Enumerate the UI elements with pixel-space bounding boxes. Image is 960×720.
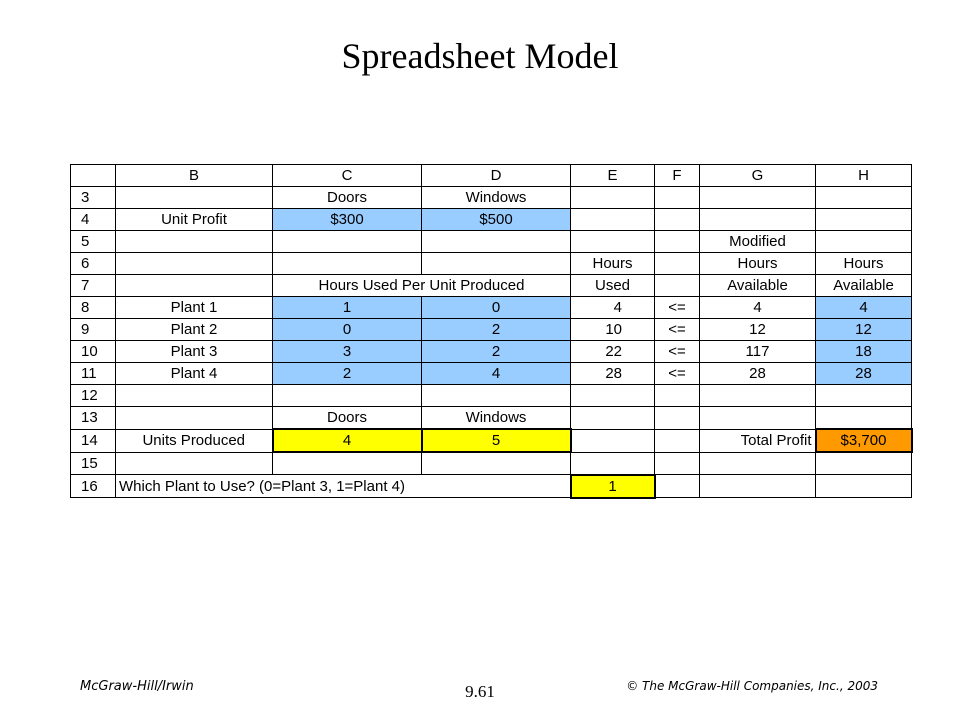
cell-h3[interactable] [816, 187, 912, 209]
column-header-h[interactable]: H [816, 165, 912, 187]
row-header-5[interactable]: 5 [71, 231, 116, 253]
cell-e4[interactable] [571, 209, 655, 231]
cell-e15[interactable] [571, 452, 655, 475]
cell-c8[interactable]: 1 [273, 297, 422, 319]
cell-d12[interactable] [422, 385, 571, 407]
cell-b6[interactable] [116, 253, 273, 275]
cell-g4[interactable] [700, 209, 816, 231]
cell-c13[interactable]: Doors [273, 407, 422, 430]
column-header-g[interactable]: G [700, 165, 816, 187]
row-7 [71, 275, 912, 297]
cell-c5[interactable] [273, 231, 422, 253]
cell-c4[interactable]: $300 [273, 209, 422, 231]
cell-e10[interactable]: 22 [571, 341, 655, 363]
footer-copyright: © The McGraw-Hill Companies, Inc., 2003 [626, 679, 878, 693]
row-header-6[interactable]: 6 [71, 253, 116, 275]
cell-b14[interactable]: Units Produced [116, 429, 273, 452]
cell-f3[interactable] [655, 187, 700, 209]
cell-d4[interactable]: $500 [422, 209, 571, 231]
cell-f7[interactable] [655, 275, 700, 297]
cell-f11[interactable]: <= [655, 363, 700, 385]
cell-f14[interactable] [655, 429, 700, 452]
cell-g11[interactable]: 28 [700, 363, 816, 385]
cell-e8[interactable]: 4 [571, 297, 655, 319]
row-9 [71, 319, 912, 341]
cell-g6[interactable]: Hours [700, 253, 816, 275]
cell-e9[interactable]: 10 [571, 319, 655, 341]
cell-e3[interactable] [571, 187, 655, 209]
cell-b10[interactable]: Plant 3 [116, 341, 273, 363]
cell-g7[interactable]: Available [700, 275, 816, 297]
cell-f12[interactable] [655, 385, 700, 407]
cell-h7[interactable]: Available [816, 275, 912, 297]
cell-d15[interactable] [422, 452, 571, 475]
cell-c7[interactable]: Hours Used Per Unit Produced [273, 275, 571, 297]
cell-b8[interactable]: Plant 1 [116, 297, 273, 319]
column-header-b[interactable]: B [116, 165, 273, 187]
cell-g14[interactable]: Total Profit [700, 429, 816, 452]
cell-f10[interactable]: <= [655, 341, 700, 363]
cell-e11[interactable]: 28 [571, 363, 655, 385]
cell-h16[interactable] [816, 475, 912, 498]
cell-h6[interactable]: Hours [816, 253, 912, 275]
cell-h4[interactable] [816, 209, 912, 231]
cell-f4[interactable] [655, 209, 700, 231]
row-header-10[interactable]: 10 [71, 341, 116, 363]
cell-g13[interactable] [700, 407, 816, 430]
cell-h15[interactable] [816, 452, 912, 475]
cell-g10[interactable]: 117 [700, 341, 816, 363]
cell-g8[interactable]: 4 [700, 297, 816, 319]
cell-c9[interactable]: 0 [273, 319, 422, 341]
column-header-f[interactable]: F [655, 165, 700, 187]
cell-f15[interactable] [655, 452, 700, 475]
cell-e7[interactable]: Used [571, 275, 655, 297]
cell-b5[interactable] [116, 231, 273, 253]
cell-d13[interactable]: Windows [422, 407, 571, 430]
cell-d9[interactable]: 2 [422, 319, 571, 341]
row-header-4[interactable]: 4 [71, 209, 116, 231]
cell-c10[interactable]: 3 [273, 341, 422, 363]
cell-e12[interactable] [571, 385, 655, 407]
cell-c15[interactable] [273, 452, 422, 475]
cell-d6[interactable] [422, 253, 571, 275]
cell-h14[interactable]: $3,700 [816, 429, 912, 452]
row-11 [71, 363, 912, 385]
row-6 [71, 253, 912, 275]
row-8 [71, 297, 912, 319]
cell-e6[interactable]: Hours [571, 253, 655, 275]
spreadsheet-grid [70, 164, 913, 499]
row-header-15[interactable]: 15 [71, 452, 116, 475]
cell-b3[interactable] [116, 187, 273, 209]
cell-g15[interactable] [700, 452, 816, 475]
footer-publisher: McGraw-Hill/Irwin [80, 679, 194, 694]
cell-h8[interactable]: 4 [816, 297, 912, 319]
row-5 [71, 231, 912, 253]
row-header-14[interactable]: 14 [71, 429, 116, 452]
row-3 [71, 187, 912, 209]
row-10 [71, 341, 912, 363]
cell-h13[interactable] [816, 407, 912, 430]
row-13 [71, 407, 912, 430]
cell-b11[interactable]: Plant 4 [116, 363, 273, 385]
cell-c14[interactable]: 4 [273, 429, 422, 452]
cell-g9[interactable]: 12 [700, 319, 816, 341]
cell-b15[interactable] [116, 452, 273, 475]
row-header-8[interactable]: 8 [71, 297, 116, 319]
cell-e16[interactable]: 1 [571, 475, 655, 498]
cell-f13[interactable] [655, 407, 700, 430]
cell-e14[interactable] [571, 429, 655, 452]
cell-f16[interactable] [655, 475, 700, 498]
cell-b13[interactable] [116, 407, 273, 430]
cell-d5[interactable] [422, 231, 571, 253]
cell-b7[interactable] [116, 275, 273, 297]
cell-d14[interactable]: 5 [422, 429, 571, 452]
row-header-16[interactable]: 16 [71, 475, 116, 498]
row-header-11[interactable]: 11 [71, 363, 116, 385]
cell-b4[interactable]: Unit Profit [116, 209, 273, 231]
cell-c6[interactable] [273, 253, 422, 275]
column-header-d[interactable]: D [422, 165, 571, 187]
column-header-e[interactable]: E [571, 165, 655, 187]
row-16 [71, 475, 912, 498]
cell-f8[interactable]: <= [655, 297, 700, 319]
cell-h10[interactable]: 18 [816, 341, 912, 363]
cell-d3[interactable]: Windows [422, 187, 571, 209]
slide-title: Spreadsheet Model [341, 36, 619, 76]
row-header-7[interactable]: 7 [71, 275, 116, 297]
cell-d8[interactable]: 0 [422, 297, 571, 319]
row-15 [71, 452, 912, 475]
cell-g3[interactable] [700, 187, 816, 209]
cell-f5[interactable] [655, 231, 700, 253]
cell-e13[interactable] [571, 407, 655, 430]
row-header-9[interactable]: 9 [71, 319, 116, 341]
cell-g12[interactable] [700, 385, 816, 407]
cell-c12[interactable] [273, 385, 422, 407]
corner-cell[interactable] [71, 165, 116, 187]
row-4 [71, 209, 912, 231]
cell-h5[interactable] [816, 231, 912, 253]
cell-c11[interactable]: 2 [273, 363, 422, 385]
footer-slide-number: 9.61 [465, 682, 495, 701]
row-header-3[interactable]: 3 [71, 187, 116, 209]
cell-f6[interactable] [655, 253, 700, 275]
column-header-c[interactable]: C [273, 165, 422, 187]
cell-g5[interactable]: Modified [700, 231, 816, 253]
row-14 [71, 429, 912, 452]
row-header-13[interactable]: 13 [71, 407, 116, 430]
row-header-12[interactable]: 12 [71, 385, 116, 407]
cell-b16[interactable]: Which Plant to Use? (0=Plant 3, 1=Plant 4) [116, 475, 571, 498]
cell-h9[interactable]: 12 [816, 319, 912, 341]
cell-g16[interactable] [700, 475, 816, 498]
column-header-row [71, 165, 912, 187]
cell-b9[interactable]: Plant 2 [116, 319, 273, 341]
cell-f9[interactable]: <= [655, 319, 700, 341]
row-12 [71, 385, 912, 407]
cell-b12[interactable] [116, 385, 273, 407]
cell-h11[interactable]: 28 [816, 363, 912, 385]
cell-e5[interactable] [571, 231, 655, 253]
cell-d10[interactable]: 2 [422, 341, 571, 363]
cell-h12[interactable] [816, 385, 912, 407]
cell-d11[interactable]: 4 [422, 363, 571, 385]
cell-c3[interactable]: Doors [273, 187, 422, 209]
